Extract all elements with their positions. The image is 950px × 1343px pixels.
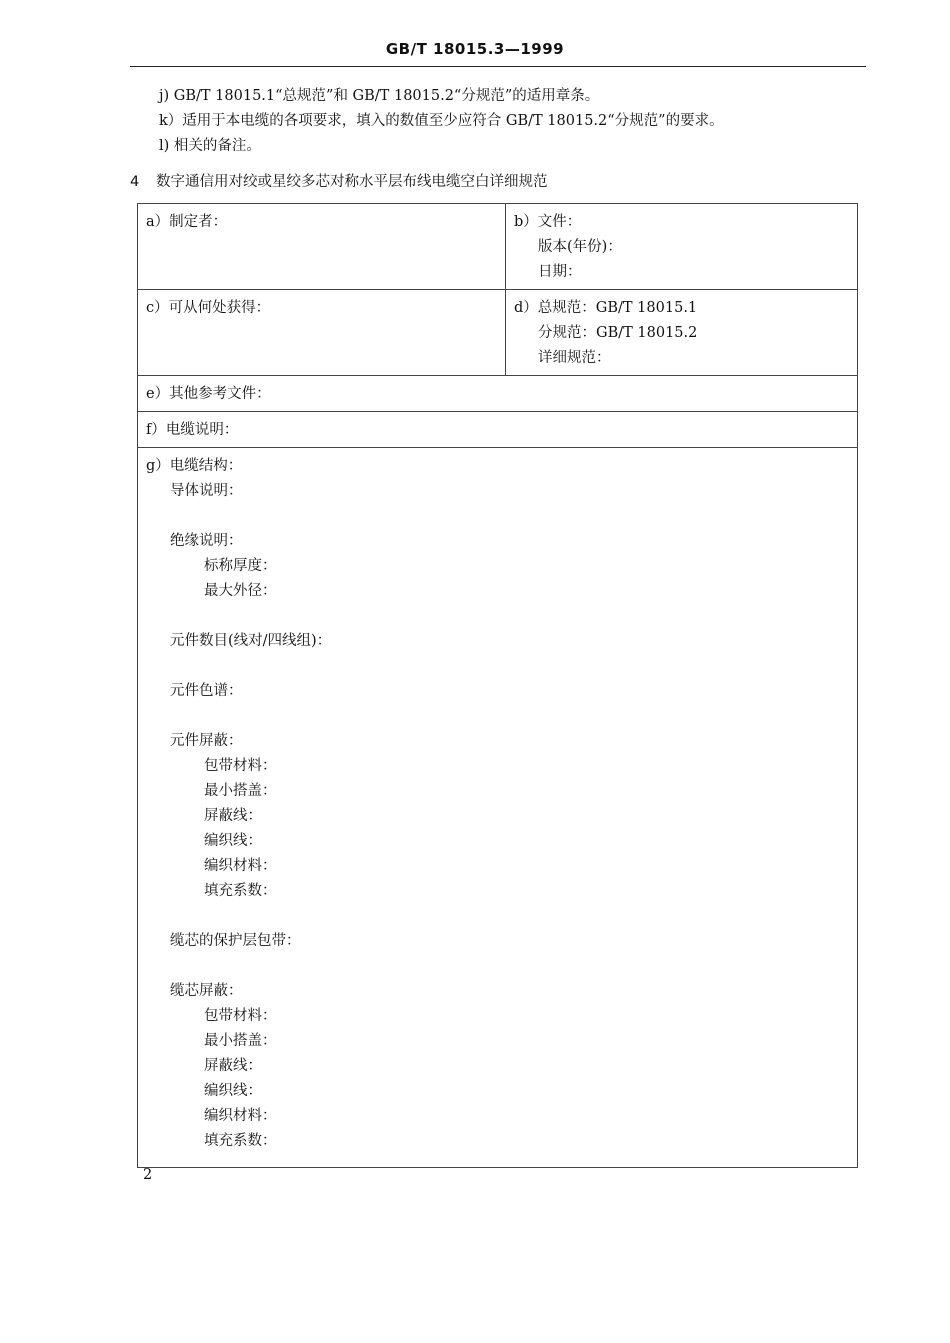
table-row: [138, 290, 858, 376]
field-max-diameter: 最大外径：: [204, 583, 277, 599]
table-row: [138, 448, 858, 1168]
field-date: 日期：: [538, 264, 582, 280]
field-element-count: 元件数目(线对/四线组)：: [170, 633, 332, 649]
field-core-braid-wire: 编织线：: [204, 1083, 262, 1099]
field-insulation: 绝缘说明：: [170, 533, 243, 549]
section-heading: [130, 170, 548, 191]
field-element-screen: 元件屏蔽：: [170, 733, 243, 749]
field-author: a）制定者：: [146, 214, 228, 230]
field-element-braid-material: 编织材料：: [204, 858, 277, 874]
field-detail-spec: 详细规范：: [538, 350, 611, 366]
field-sectional-spec: 分规范：GB/T 18015.2: [538, 325, 698, 341]
field-cable-construction: g）电缆结构：: [146, 458, 243, 474]
intro-item-l: l) 相关的备注。: [159, 138, 261, 154]
cell-cable-description: [138, 412, 858, 448]
field-document: b）文件：: [514, 214, 582, 230]
page-number: 2: [143, 1167, 153, 1183]
spec-form-table: [137, 203, 858, 1168]
field-element-min-overlap: 最小搭盖：: [204, 783, 277, 799]
field-conductor: 导体说明：: [170, 483, 243, 499]
field-core-min-overlap: 最小搭盖：: [204, 1033, 277, 1049]
field-element-drain-wire: 屏蔽线：: [204, 808, 262, 824]
field-core-fill-factor: 填充系数：: [204, 1133, 277, 1149]
section-title: 数字通信用对绞或星绞多芯对称水平层布线电缆空白详细规范: [156, 174, 548, 190]
intro-item-j: j) GB/T 18015.1“总规范”和 GB/T 18015.2“分规范”的适用章条。: [159, 88, 600, 104]
field-edition: 版本(年份)：: [538, 239, 622, 255]
field-nominal-thickness: 标称厚度：: [204, 558, 277, 574]
field-cable-description: f）电缆说明：: [146, 422, 239, 438]
section-number: 4: [130, 174, 140, 190]
cell-other-references: [138, 376, 858, 412]
cell-cable-construction: [138, 448, 858, 1168]
table-row: [138, 376, 858, 412]
table-row: [138, 204, 858, 290]
cell-specs: [506, 290, 858, 376]
field-core-screen: 缆芯屏蔽：: [170, 983, 243, 999]
cell-document: [506, 204, 858, 290]
field-core-tape-material: 包带材料：: [204, 1008, 277, 1024]
field-other-references: e）其他参考文件：: [146, 386, 271, 402]
table-row: [138, 412, 858, 448]
intro-item-k: k）适用于本电缆的各项要求，填入的数值至少应符合 GB/T 18015.2“分规范”的要求。: [159, 113, 724, 129]
field-element-fill-factor: 填充系数：: [204, 883, 277, 899]
field-generic-spec: d）总规范：GB/T 18015.1: [514, 300, 698, 316]
field-core-braid-material: 编织材料：: [204, 1108, 277, 1124]
field-core-wrap: 缆芯的保护层包带：: [170, 933, 301, 949]
cell-availability: [138, 290, 506, 376]
page-header-title: GB/T 18015.3—1999: [385, 40, 565, 58]
field-color-code: 元件色谱：: [170, 683, 243, 699]
field-core-drain-wire: 屏蔽线：: [204, 1058, 262, 1074]
header-rule: [130, 66, 866, 67]
field-availability: c）可从何处获得：: [146, 300, 271, 316]
cell-author: [138, 204, 506, 290]
field-element-tape-material: 包带材料：: [204, 758, 277, 774]
field-element-braid-wire: 编织线：: [204, 833, 262, 849]
